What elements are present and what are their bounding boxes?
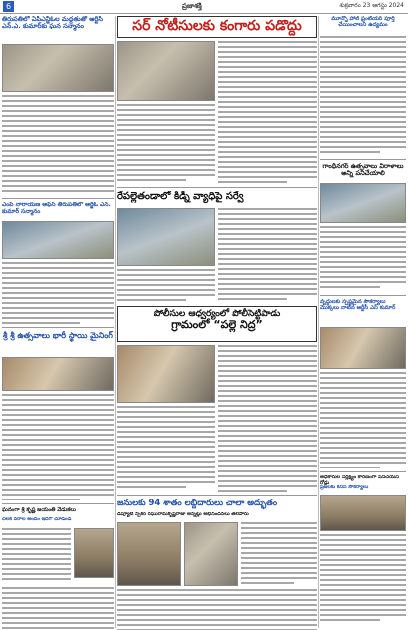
- article-body: [218, 345, 317, 492]
- article-body: [117, 104, 215, 184]
- column-rule: [318, 16, 319, 628]
- article-body: [117, 589, 317, 630]
- headline: గ్రామంలో “పల్లె నిద్ర”: [171, 318, 263, 332]
- article-body: [320, 372, 406, 468]
- photo: [117, 208, 215, 266]
- headline-box: [117, 306, 317, 342]
- divider: [2, 327, 114, 328]
- photo: [320, 495, 406, 531]
- subheadline: ప్రజలకు కనీస సౌకర్యాలు: [320, 485, 369, 490]
- lead-headline-box: [117, 16, 317, 38]
- article-body: [2, 95, 114, 195]
- lead-headline: సర్ నోటీసులకు కంగారు పడొద్దు: [132, 18, 302, 34]
- divider: [117, 495, 317, 496]
- photo: [320, 183, 406, 223]
- page-header: [0, 0, 408, 14]
- headline: అధికారుల నిర్లక్ష్యం కారణంగా పనిచేయని రోడ్లు: [320, 475, 399, 485]
- article-body: [320, 534, 406, 622]
- headline: ఎంపీ నారాయణ ఆఫీస్ తిరుపతిలో ఆర్జీఓ ఎన్. కుమార్ సన్మానం: [2, 202, 111, 215]
- column-left: [2, 16, 114, 630]
- photo: [2, 221, 114, 259]
- headline: జనులకు 94 శాతం లబ్దిదారులు చాలా అద్భుతం: [117, 499, 278, 508]
- photo: [117, 345, 215, 403]
- article-body: [117, 269, 215, 303]
- photo: [2, 44, 114, 92]
- headline: వృద్ధులకు స్పష్టమైన సౌకర్యాలు మొక్కలు నాటిన ఆర్టీసీ ఎస్ కుమార్: [320, 299, 396, 312]
- divider: [320, 295, 406, 296]
- divider: [320, 471, 406, 472]
- column-right: [320, 16, 406, 622]
- photo: [74, 528, 114, 578]
- headline: గాంధీనగర్ ఉత్సవాలు విరాళాలు అన్ని పనిచేయాలి: [322, 163, 404, 178]
- divider: [2, 198, 114, 199]
- photo: [117, 41, 215, 101]
- divider: [117, 187, 317, 188]
- headline: తిరుపతిలో ఏపీఎన్జీఓల మద్దతుతో ఆర్టీసీ ఎన్.ఎ. కుమార్‌కు ఘన సన్మానం: [2, 16, 103, 31]
- photo: [184, 522, 238, 586]
- article-body: [2, 262, 114, 324]
- headline: మూన్నో హాల్ ఫ్రంటియర్ పూర్తి చేయించాలని ఉద్యమం: [331, 16, 395, 29]
- divider: [320, 159, 406, 160]
- photo: [320, 327, 406, 369]
- photo: [2, 357, 114, 391]
- page-number: 6: [3, 1, 14, 12]
- column-rule: [115, 16, 116, 628]
- article-body: [2, 587, 114, 630]
- headline: ఘనంగా శ్రీ కృష్ణ జయంతి వేడుకలు: [2, 507, 76, 513]
- masthead: ప్రజాశక్తి: [182, 2, 202, 10]
- article-body: [2, 528, 71, 584]
- subheadline: డిప్యూటీ స్పీకర్ రఘురామకృష్ణరాజు అన్నట్లు అభినందనలు తెలిపారు: [117, 512, 249, 517]
- article-body: [320, 226, 406, 292]
- dateline: శుక్రవారం 23 ఆగస్టు 2024: [339, 2, 404, 9]
- article-body: [218, 208, 317, 303]
- headline: శ్రీ శ్రీ ఉత్సవాలు భారీ స్థాయి మైనింగ్: [3, 331, 113, 340]
- subheadline: చిలక వరాల అందం ఇదిగో చూడండి: [2, 517, 72, 522]
- article-body: [320, 36, 406, 156]
- photo: [117, 522, 181, 586]
- headline: రేపల్లెతండాలో కిడ్నీ వ్యాధిపై సర్వే: [117, 191, 244, 202]
- article-body: [218, 41, 317, 184]
- article-body: [241, 522, 317, 586]
- headline: పోలీసుల ఆధ్వర్యంలో పోలీసెట్టిపాడు: [153, 309, 281, 319]
- column-center: [117, 16, 317, 630]
- article-body: [2, 394, 114, 500]
- divider: [2, 503, 114, 504]
- article-body: [117, 406, 215, 492]
